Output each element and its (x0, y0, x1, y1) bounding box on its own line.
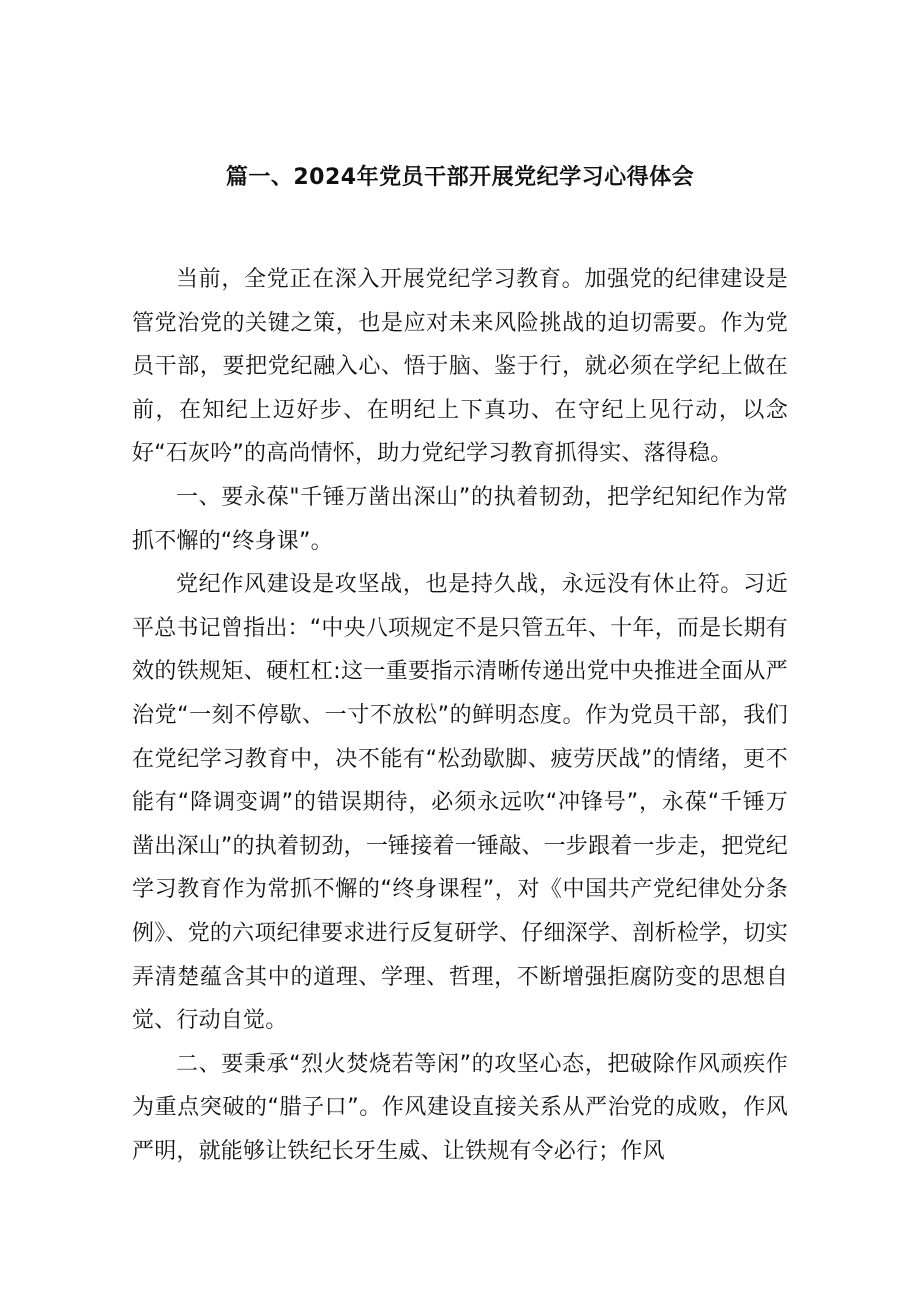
paragraph-heading-one: 一、要永葆"千锤万凿出深山”的执着韧劲，把学纪知纪作为常抓不懈的“终身课”。 (132, 484, 788, 554)
paragraph-heading-two: 二、要秉承“烈火焚烧若等闲”的攻坚心态，把破除作风顽疾作为重点突破的“腊子口”。作风建设直接关系从严治党的成败，作风严明，就能够让铁纪长牙生威、让铁规有令必行；作风 (132, 1051, 788, 1164)
paragraph-intro: 当前，全党正在深入开展党纪学习教育。加强党的纪律建设是管党治党的关键之策，也是应对未来风险挑战的迫切需要。作为党员干部，要把党纪融入心、悟于脑、鉴于行，就必须在学纪上做在前，在知纪上迈好步、在明纪上下真功、在守纪上见行动，以念好“石灰吟”的高尚情怀，助力党纪学习教育抓得实、落得稳。 (132, 267, 788, 467)
document-body (132, 258, 788, 1173)
document-title: 篇一、2024年党员干部开展党纪学习心得体会 (225, 165, 695, 190)
paragraph-section-one: 党纪作风建设是攻坚战，也是持久战，永远没有休止符。习近平总书记曾指出：“中央八项规定不是只管五年、十年，而是长期有效的铁规矩、硬杠杠:这一重要指示清晰传递出党中央推进全面从严治党“一刻不停歇、一寸不放松”的鲜明态度。作为党员干部，我们在党纪学习教育中，决不能有“松劲歇脚、疲劳厌战”的情绪，更不能有“降调变调”的错误期待，必须永远吹“冲锋号”，永葆“千锤万凿出深山”的执着韧劲，一锤接着一锤敲、一步跟着一步走，把党纪学习教育作为常抓不懈的“终身课程”，对《中国共产党纪律处分条例》、党的六项纪律要求进行反复研学、仔细深学、剖析检学，切实弄清楚蕴含其中的道理、学理、哲理，不断增强拒腐防变的思想自觉、行动自觉。 (132, 572, 788, 1034)
